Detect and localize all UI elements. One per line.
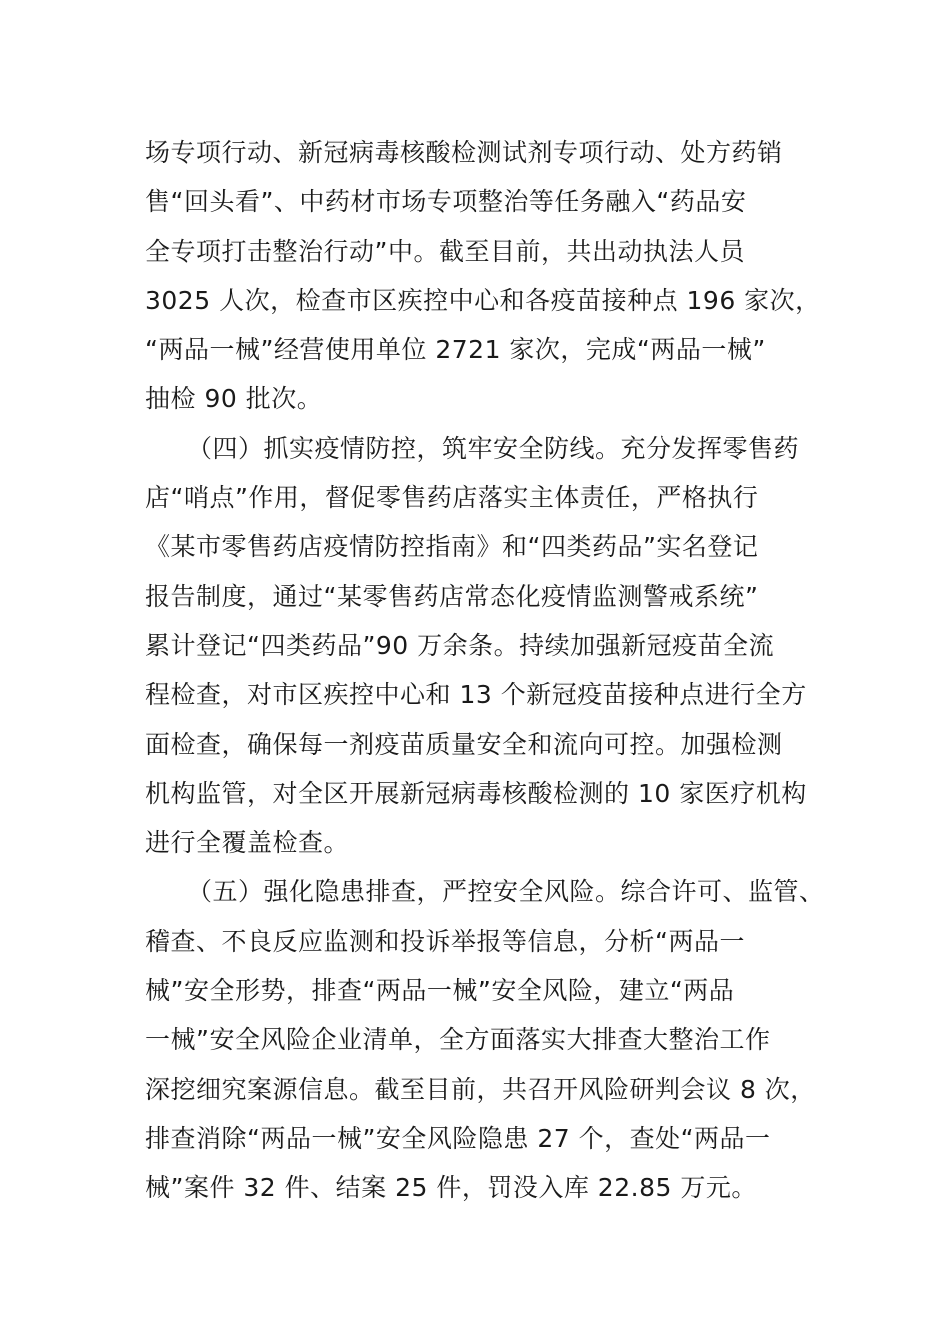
body-line: 械”案件 32 件、结案 25 件，罚没入库 22.85 万元。 xyxy=(145,1173,757,1203)
body-line: 面检查，确保每一剂疫苗质量安全和流向可控。加强检测 xyxy=(145,729,783,759)
body-line: 店“哨点”作用，督促零售药店落实主体责任，严格执行 xyxy=(145,483,759,513)
body-line: 进行全覆盖检查。 xyxy=(145,828,350,858)
body-line: 抽检 90 批次。 xyxy=(145,384,323,414)
body-line: 3025 人次，检查市区疾控中心和各疫苗接种点 196 家次， xyxy=(145,285,821,315)
document-body xyxy=(145,128,845,1213)
body-line: 累计登记“四类药品”90 万余条。持续加强新冠疫苗全流 xyxy=(145,630,775,660)
body-line: 机构监管，对全区开展新冠病毒核酸检测的 10 家医疗机构 xyxy=(145,778,807,808)
body-line: “两品一械”经营使用单位 2721 家次，完成“两品一械” xyxy=(145,335,766,365)
body-line: 械”安全形势，排查“两品一械”安全风险，建立“两品 xyxy=(145,976,735,1006)
body-line: 售“回头看”、中药材市场专项整治等任务融入“药品安 xyxy=(145,187,747,217)
body-line: 一械”安全风险企业清单，全方面落实大排查大整治工作 xyxy=(145,1025,771,1055)
body-line: 深挖细究案源信息。截至目前，共召开风险研判会议 8 次， xyxy=(145,1074,816,1104)
body-line: 全专项打击整治行动”中。截至目前，共出动执法人员 xyxy=(145,236,745,266)
section-heading-line: （五）强化隐患排查，严控安全风险。综合许可、监管、 xyxy=(187,877,825,907)
body-line: 《某市零售药店疫情防控指南》和“四类药品”实名登记 xyxy=(145,532,759,562)
body-line: 报告制度，通过“某零售药店常态化疫情监测警戒系统” xyxy=(145,581,759,611)
body-line: 场专项行动、新冠病毒核酸检测试剂专项行动、处方药销 xyxy=(145,138,783,167)
body-line: 排查消除“两品一械”安全风险隐患 27 个，查处“两品一 xyxy=(145,1123,771,1153)
body-line: 程检查，对市区疾控中心和 13 个新冠疫苗接种点进行全方 xyxy=(145,680,807,710)
body-line: 稽查、不良反应监测和投诉举报等信息，分析“两品一 xyxy=(145,926,745,956)
section-heading-line: （四）抓实疫情防控，筑牢安全防线。充分发挥零售药 xyxy=(187,433,800,463)
